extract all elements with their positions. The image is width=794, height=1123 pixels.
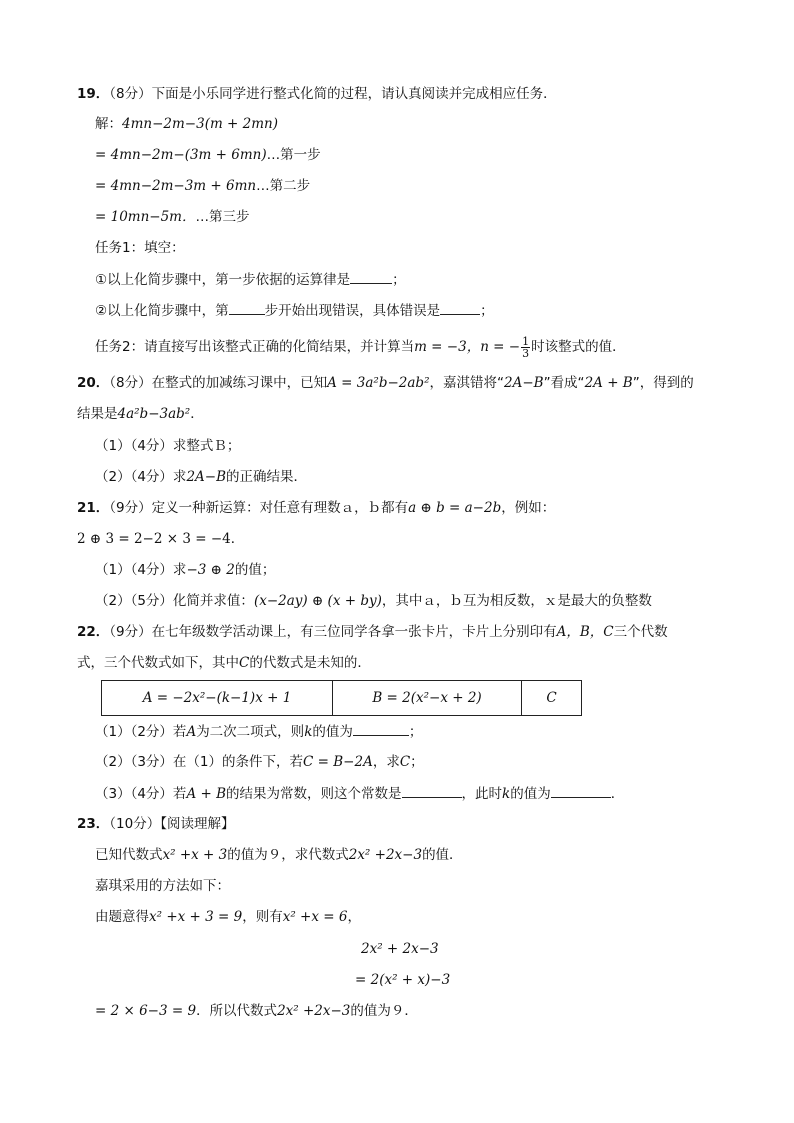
q19-solution-line [95,114,278,134]
q21-stem-end: ，例如： [501,500,556,516]
q22-number: 22． [77,624,110,640]
q22-part1-var: A [186,724,197,740]
fraction-denominator: 3 [522,346,530,360]
q19-task1-a [95,269,406,290]
q19-step3-tag: …第三步 [195,209,250,225]
answer-blank[interactable] [353,721,409,736]
q20-stem-line2 [77,404,204,424]
q20-part1: （1）（4分）求整式Ｂ； [95,438,241,454]
q19-score: （8分） [109,86,152,102]
q23-l1-expr: x² +x + 3 [162,847,228,863]
q20-part2-expr: 2A−B [186,469,227,485]
q20-line2-a: 结果是 [77,406,118,422]
q23-line2: 嘉琪采用的方法如下： [95,878,230,894]
q22-part2 [95,752,424,772]
q23-l1-a: 已知代数式 [95,847,163,863]
q21-stem-expr: a ⊕ b = a−2b [408,500,502,516]
cards-row [102,681,582,716]
q21-example-expr: 2 ⊕ 3 = 2−2 × 3 = −4． [77,531,245,547]
answer-blank[interactable] [440,300,480,315]
q23-l6-end: 的值为９． [350,1003,418,1019]
q23-line6 [95,1001,418,1021]
q21-stem-a: 定义一种新运算：对任意有理数ａ，ｂ都有 [151,500,409,516]
q20-wrong-a: 2A−B [503,375,544,391]
q23-l3-end: ， [347,909,361,925]
q22-part1-var2: k [304,724,313,740]
q21-example [77,529,244,549]
q23-l1-end: 的值． [422,847,463,863]
q19-solution-label: 解： [95,116,122,132]
q19-stem-line [77,84,557,104]
q22-line2-var: C [239,655,250,671]
q20-stem-d: ”，得到的 [632,375,694,391]
q23-l6-expr: = 2 × 6−3 = 9 [95,1003,197,1019]
q22-line2-end: 的代数式是未知的． [249,655,371,671]
q23-l1-b: 的值为９，求代数式 [227,847,349,863]
q22-part3-b: 的结果为常数，则这个常数是 [226,786,402,802]
q22-part1-c: 的值为 [312,724,353,740]
q19-task1-b-mid: 步开始出现错误，具体错误是 [264,303,441,319]
q20-number: 20． [77,375,110,391]
q23-title: 【阅读理解】 [160,816,235,832]
q22-stem-a: 在七年级数学活动课上，有三位同学各拿一张卡片，卡片上分别印有 [151,624,557,640]
card-b: B = 2(x²−x + 2) [333,681,522,716]
q23-l3-a: 由题意得 [95,909,149,925]
q20-line2-expr: 4a²b−3ab² [117,406,191,422]
q19-stem: 下面是小乐同学进行整式化简的过程，请认真阅读并完成相应任务． [151,86,557,102]
q23-l3-expr2: x² +x = 6 [282,909,348,925]
q21-part2-end: ，其中ａ，ｂ互为相反数，ｘ是最大的负整数 [381,593,652,609]
q19-step2 [95,176,310,196]
cards-table [101,680,582,716]
q19-step1-tag: …第一步 [266,147,321,163]
answer-blank[interactable] [350,269,392,284]
q20-line2-end: ． [190,406,204,422]
q19-step1-expr: = 4mn−2m−(3m + 6mn) [95,147,267,163]
q23-line5: = 2(x² + x)−3 [355,972,451,988]
q19-task1-a-end: ； [392,272,406,288]
q19-solution-expr: 4mn−2m−3(m + 2mn) [122,116,279,132]
q21-part2-a: （2）（5分）化简并求值： [95,593,254,609]
q20-wrong-b: 2A + B [584,375,633,391]
q22-part3 [95,783,624,804]
q22-part2-expr: C = B−2A [303,754,373,770]
q21-part1-expr: −3 ⊕ 2 [186,562,235,578]
q23-line4: 2x² + 2x−3 [361,941,439,957]
q22-part2-b: ，求 [372,754,400,770]
q22-score: （9分） [109,624,152,640]
q22-part3-end: ． [610,786,625,802]
q19-step3 [95,207,249,227]
q21-part1 [95,560,275,580]
q19-number: 19． [77,86,110,102]
q20-stem-c: ”看成“ [543,375,585,391]
q20-stem-b: ，嘉淇错将“ [429,375,504,391]
q22-part3-expr: A + B [186,786,227,802]
q22-part1-b: 为二次二项式，则 [196,724,305,740]
q20-score: （8分） [109,375,152,391]
q19-step1 [95,145,321,165]
q19-task2-values: m = −3，n = − [414,339,521,355]
q20-part2-a: （2）（4分）求 [95,469,187,485]
q19-step2-expr: = 4mn−2m−3m + 6mn [95,178,257,194]
q23-score: （10分） [109,816,161,832]
answer-blank[interactable] [229,300,265,315]
q23-number: 23． [77,816,110,832]
q20-stem-a: 在整式的加减练习课中，已知 [151,375,328,391]
q22-stem-end: 三个代数 [613,624,668,640]
q22-line2-a: 式，三个代数式如下，其中 [77,655,239,671]
q22-part1-a: （1）（2分）若 [95,724,187,740]
q19-task2-end: 时该整式的值． [531,339,626,355]
q23-l6-expr2: 2x² +2x−3 [277,1003,351,1019]
q22-part3-c: ，此时 [461,786,503,802]
q19-step2-tag: …第二步 [256,178,311,194]
q23-l1-expr2: 2x² +2x−3 [348,847,423,863]
q22-part2-end: ； [410,754,424,770]
q19-task1-title: 任务1：填空： [95,240,185,256]
q22-stem-vars: A，B，C [556,624,614,640]
q19-task1-b-end: ； [480,303,494,319]
answer-blank[interactable] [551,783,611,798]
q21-number: 21． [77,500,110,516]
fraction-numerator: 1 [522,334,530,348]
q21-stem-line [77,498,555,518]
q21-part2-expr: (x−2ay) ⊕ (x + by) [253,593,382,609]
q21-score: （9分） [109,500,152,516]
card-a: A = −2x²−(k−1)x + 1 [102,681,333,716]
q22-part3-var: k [502,786,511,802]
q22-part1-end: ； [408,724,423,740]
q20-part2-end: 的正确结果． [226,469,308,485]
q20-part2 [95,467,307,487]
q20-stem-expr: A = 3a²b−2ab² [327,375,430,391]
q19-task2 [95,335,626,359]
q22-stem-line [77,622,668,642]
card-c: C [522,681,582,716]
q23-l3-b: ，则有 [242,909,283,925]
q21-part1-end: 的值； [234,562,276,578]
q22-part2-var: C [399,754,411,770]
q23-line1 [95,845,463,865]
q19-task2-text: 任务2：请直接写出该整式正确的化简结果，并计算当 [95,339,415,355]
q21-part2 [95,591,652,611]
q22-stem-line2 [77,653,371,673]
q22-part1 [95,721,422,742]
fraction [521,336,530,359]
q22-part2-a: （2）（3分）在（1）的条件下，若 [95,754,304,770]
q23-line3 [95,907,361,927]
q19-task1-b-text: ②以上化简步骤中，第 [95,303,229,319]
answer-blank[interactable] [402,783,462,798]
q22-part3-a: （3）（4分）若 [95,786,187,802]
q22-part3-d: 的值为 [510,786,551,802]
q19-step3-expr: = 10mn−5m． [95,209,196,225]
q23-l6-a: ．所以代数式 [196,1003,278,1019]
q23-stem-line [77,814,234,834]
q19-task1-b [95,300,494,321]
q20-stem-line [77,373,694,393]
q23-l3-expr: x² +x + 3 = 9 [149,909,243,925]
q21-part1-a: （1）（4分）求 [95,562,187,578]
q19-task1-a-text: ①以上化简步骤中，第一步依据的运算律是 [95,272,351,288]
